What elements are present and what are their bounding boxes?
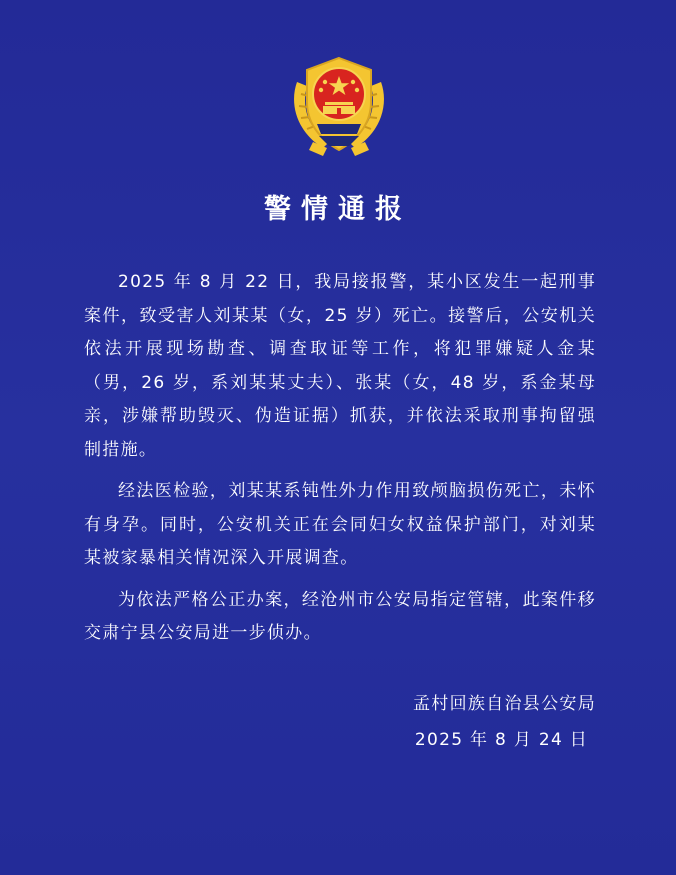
notice-title: 警情通报: [264, 194, 412, 225]
signature-block: [413, 686, 596, 758]
paragraph-1: 2025 年 8 月 22 日，我局接报警，某小区发生一起刑事案件，致受害人刘某某（女，25 岁）死亡。接警后，公安机关依法开展现场勘查、调查取证等工作，将犯罪嫌疑人金某（男，26 岁，系刘某某丈夫）、张某（女，48 岁，系金某母亲，涉嫌帮助毁灭、伪造证据）抓获，并依法采取刑事拘留强制措施。: [84, 272, 596, 460]
notice-body: [84, 266, 596, 651]
paragraph-3: 为依法严格公正办案，经沧州市公安局指定管辖，此案件移交肃宁县公安局进一步侦办。: [84, 589, 596, 643]
police-emblem-icon: [283, 52, 395, 160]
issuer-name: 孟村回族自治县公安局: [413, 694, 596, 714]
paragraph-2: 经法医检验，刘某某系钝性外力作用致颅脑损伤死亡，未怀有身孕。同时，公安机关正在会同妇女权益保护部门，对刘某某被家暴相关情况深入开展调查。: [84, 481, 596, 568]
issue-date: 2025 年 8 月 24 日: [414, 730, 589, 750]
